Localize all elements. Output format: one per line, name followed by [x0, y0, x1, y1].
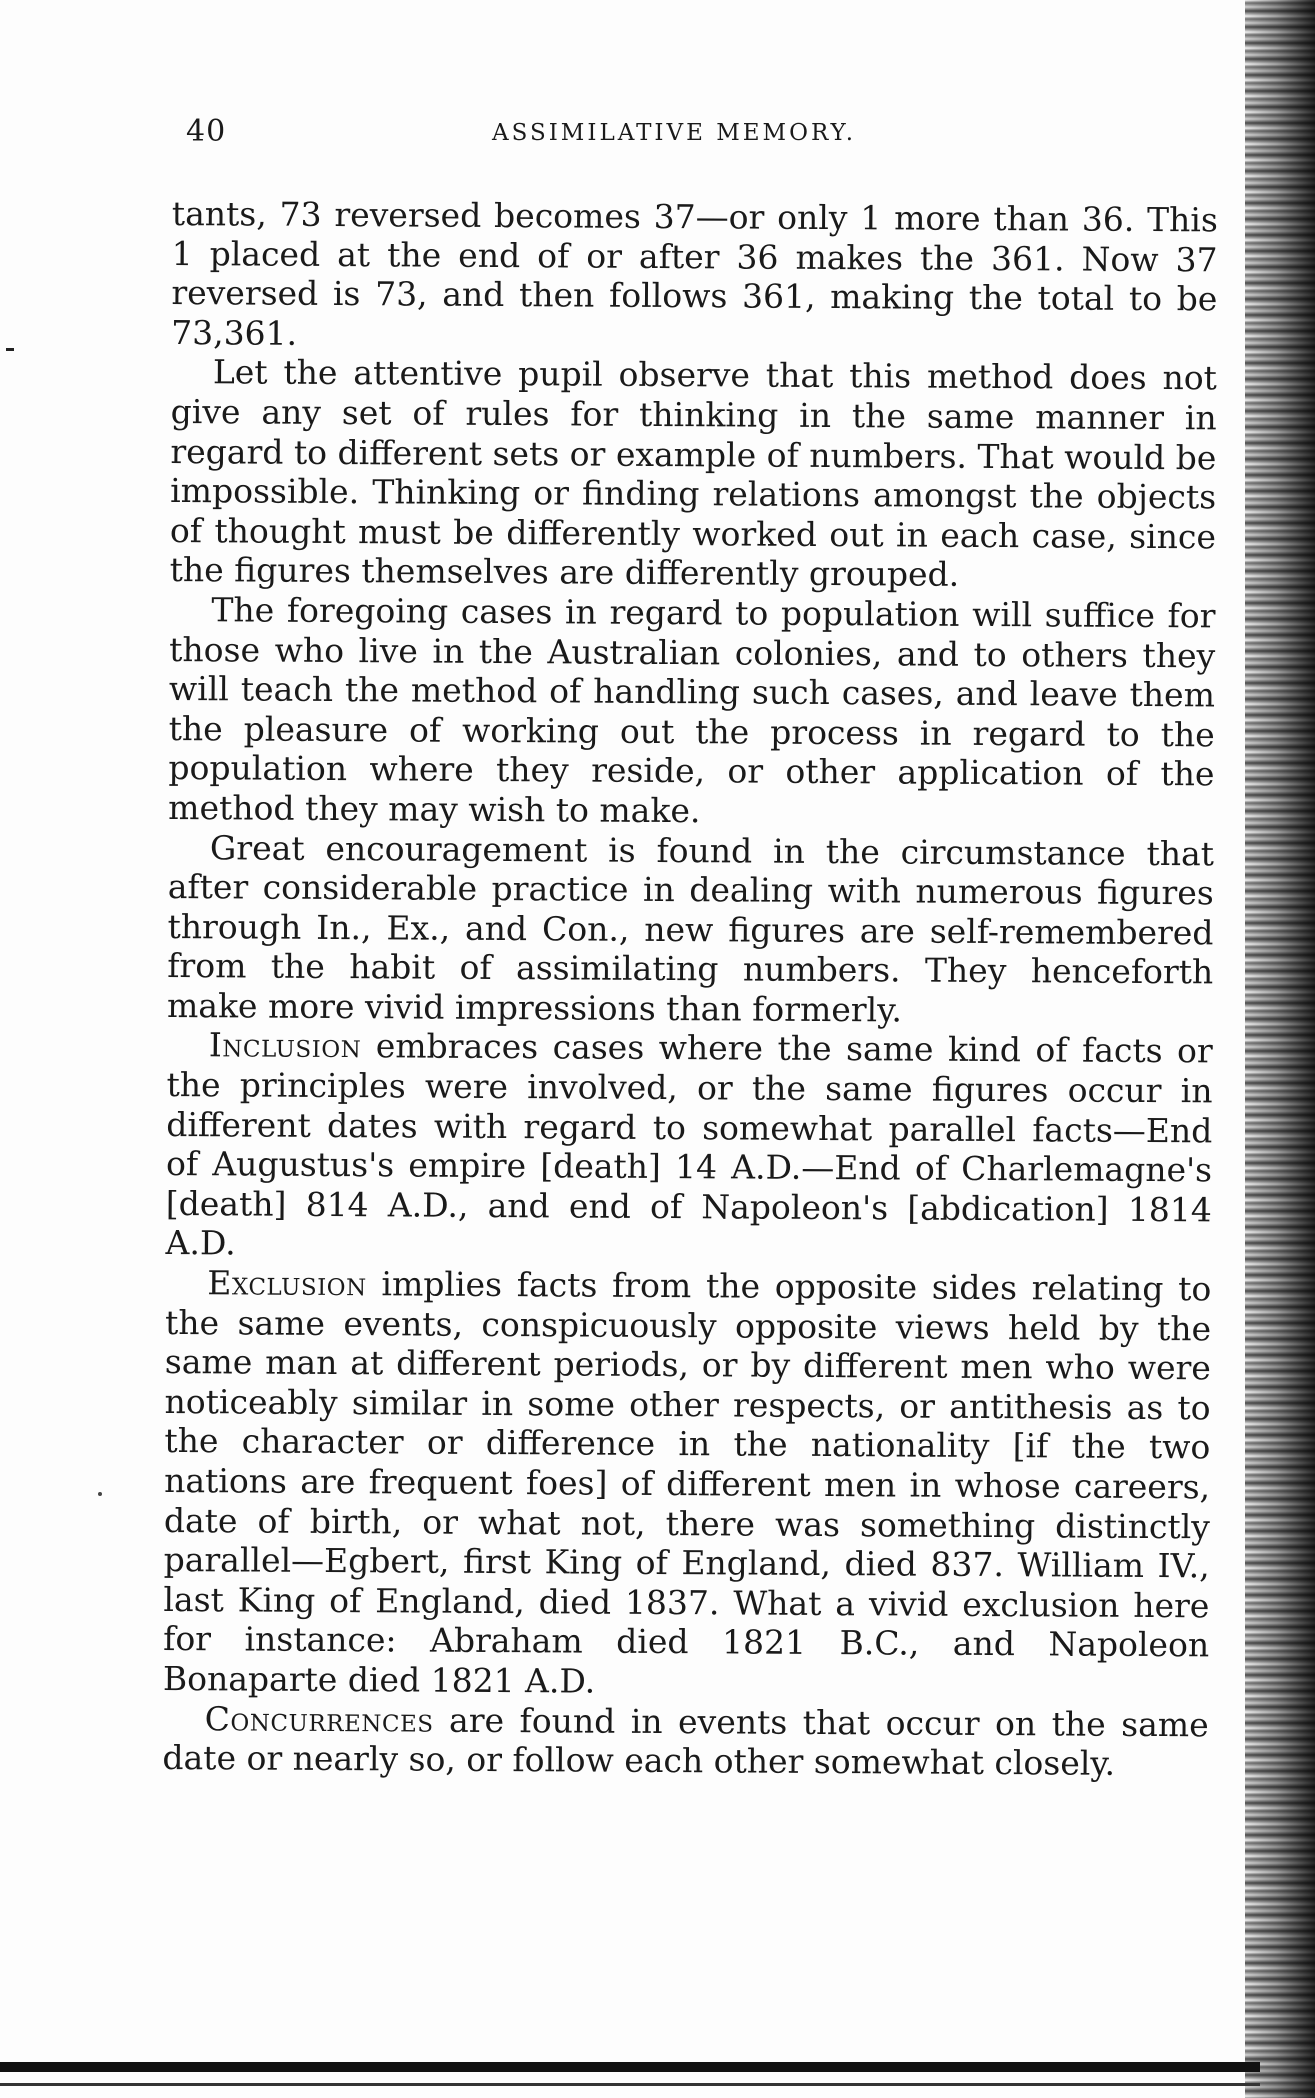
paragraph-inclusion	[165, 1025, 1212, 1269]
scan-artifact-mark	[6, 348, 14, 351]
term-concurrences: Concurrences	[204, 1698, 434, 1740]
scanned-page-edge	[1245, 0, 1315, 2098]
page-header	[186, 114, 926, 154]
paragraph-concurrences	[162, 1699, 1208, 1785]
inclusion-text: embraces cases where the same kind of facts or the principles were involved, or the same figures occur in different dates with regard to somewhat parallel facts—End of Augustus's empire [death] 14 A.D.—End of Charlemagne's [death] 814 A.D., and end of Napoleon's [abdication] 1814 A.D.	[165, 1026, 1213, 1263]
concurrences-text: are found in events that occur on the same date or nearly so, or follow each other somewhat closely.	[162, 1700, 1209, 1783]
term-inclusion: Inclusion	[208, 1025, 362, 1066]
page-number: 40	[186, 114, 227, 149]
paragraph-continuation: tants, 73 reversed becomes 37—or only 1 more than 36. This 1 placed at the end of or after 36 makes the 361. Now 37 reversed is 73, and then follows 361, making the total to be 73,361.	[171, 194, 1218, 353]
term-exclusion: Exclusion	[207, 1263, 367, 1304]
running-title: ASSIMILATIVE MEMORY.	[492, 120, 857, 146]
paragraph-encouragement: Great encouragement is found in the circumstance that after considerable practice in dealing with numerous figures through In., Ex., and Con., new figures are self-remembered from the habit of assimilating numbers. They henceforth make more vivid impressions than formerly.	[166, 827, 1215, 1030]
body-text	[162, 194, 1218, 1784]
paragraph-exclusion	[163, 1263, 1212, 1705]
scan-bottom-border	[0, 2062, 1260, 2072]
scan-artifact-dot	[98, 1492, 102, 1496]
paragraph-method: Let the attentive pupil observe that this method does not give any set of rules for thinking in the same manner in regard to different sets or example of numbers. That would be impossible. Thinking or finding relations amongst the objects of thought must be differently worked out in each case, since the figures themselves are differently grouped.	[169, 352, 1218, 595]
scan-bottom-line	[0, 2083, 1260, 2086]
paragraph-population: The foregoing cases in regard to population will suffice for those who live in the Australian colonies, and to others they will teach the method of handling such cases, and leave them the pleasure of working out the process in regard to the population where they reside, or other application of the method they may wish to make.	[168, 590, 1216, 831]
exclusion-text: implies facts from the opposite sides relating to the same events, conspicuously opposite views held by the same man at different periods, or by different men who were noticeably similar in some other respects, or antithesis as to the character or difference in the nationality [if the two nations are frequent foes] of different men in whose careers, date of birth, or what not, there was something distinctly parallel—Egbert, first King of England, died 837. William IV., last King of England, died 1837. What a vivid exclusion here for instance: Abraham died 1821 B.C., and Napoleon Bonaparte died 1821 A.D.	[162, 1264, 1212, 1701]
